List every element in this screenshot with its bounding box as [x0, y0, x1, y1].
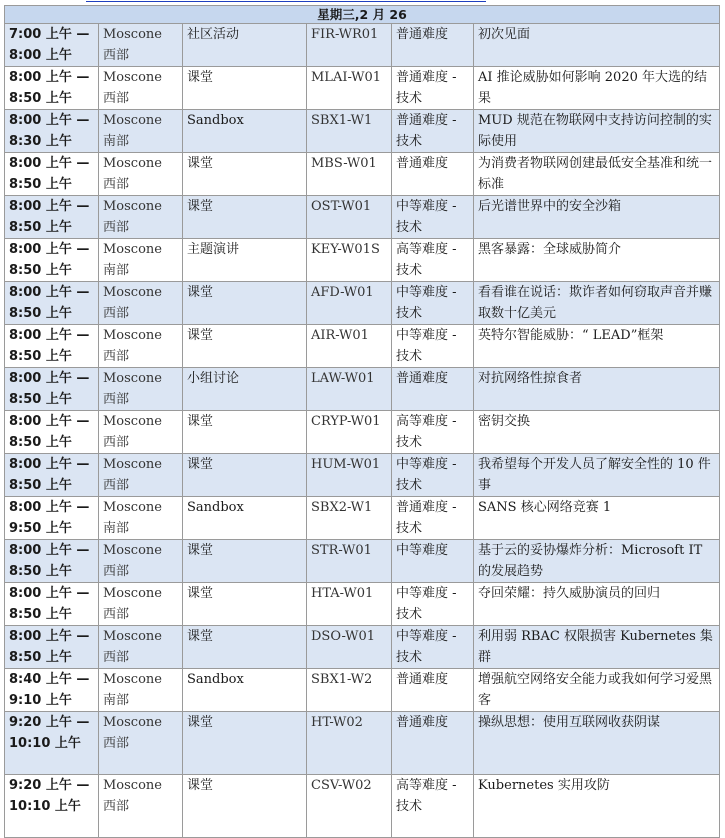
session-title: 夺回荣耀：持久威胁演员的回归 — [474, 583, 720, 626]
session-level: 高等难度 - 技术 — [392, 239, 474, 282]
session-title: 英特尔智能威胁：“ LEAD”框架 — [474, 325, 720, 368]
session-location: Moscone 西部 — [99, 368, 183, 411]
table-row — [5, 626, 720, 669]
session-location: Moscone 西部 — [99, 153, 183, 196]
session-code: HUM-W01 — [307, 454, 392, 497]
session-type: Sandbox — [183, 110, 307, 153]
session-code: SBX2-W1 — [307, 497, 392, 540]
session-title: 利用弱 RBAC 权限损害 Kubernetes 集群 — [474, 626, 720, 669]
session-code: AIR-W01 — [307, 325, 392, 368]
session-level: 普通难度 — [392, 669, 474, 712]
session-time: 8:00 上午 —8:50 上午 — [5, 325, 99, 368]
table-row — [5, 583, 720, 626]
session-location: Moscone 西部 — [99, 712, 183, 775]
session-time: 8:00 上午 —8:50 上午 — [5, 540, 99, 583]
table-row — [5, 325, 720, 368]
session-level: 高等难度 - 技术 — [392, 775, 474, 838]
session-code: FIR-WR01 — [307, 24, 392, 67]
table-row — [5, 411, 720, 454]
table-row — [5, 153, 720, 196]
table-row — [5, 454, 720, 497]
session-type: 课堂 — [183, 196, 307, 239]
session-title: 我希望每个开发人员了解安全性的 10 件事 — [474, 454, 720, 497]
table-row — [5, 24, 720, 67]
table-row — [5, 282, 720, 325]
session-level: 普通难度 - 技术 — [392, 110, 474, 153]
session-title: 操纵思想：使用互联网收获阴谋 — [474, 712, 720, 775]
session-level: 普通难度 — [392, 153, 474, 196]
session-type: 社区活动 — [183, 24, 307, 67]
session-level: 普通难度 - 技术 — [392, 497, 474, 540]
session-title: 为消费者物联网创建最低安全基准和统一标准 — [474, 153, 720, 196]
schedule-table — [4, 5, 720, 838]
session-location: Moscone 西部 — [99, 196, 183, 239]
session-title: MUD 规范在物联网中支持访问控制的实际使用 — [474, 110, 720, 153]
session-level: 中等难度 - 技术 — [392, 325, 474, 368]
session-level: 高等难度 - 技术 — [392, 411, 474, 454]
session-code: CRYP-W01 — [307, 411, 392, 454]
session-type: 课堂 — [183, 775, 307, 838]
session-title: SANS 核心网络竞赛 1 — [474, 497, 720, 540]
session-time: 8:40 上午 —9:10 上午 — [5, 669, 99, 712]
session-title: Kubernetes 实用攻防 — [474, 775, 720, 838]
session-location: Moscone 西部 — [99, 325, 183, 368]
session-location: Moscone 西部 — [99, 411, 183, 454]
session-time: 8:00 上午 —8:50 上午 — [5, 196, 99, 239]
session-code: HT-W02 — [307, 712, 392, 775]
session-code: SBX1-W1 — [307, 110, 392, 153]
table-row — [5, 368, 720, 411]
session-location: Moscone 西部 — [99, 626, 183, 669]
session-location: Moscone 南部 — [99, 239, 183, 282]
session-type: Sandbox — [183, 497, 307, 540]
session-type: 课堂 — [183, 153, 307, 196]
schedule-body — [5, 24, 720, 838]
session-type: 课堂 — [183, 540, 307, 583]
session-type: 课堂 — [183, 282, 307, 325]
table-row — [5, 497, 720, 540]
link-underline-strip — [86, 0, 486, 3]
session-location: Moscone 西部 — [99, 540, 183, 583]
session-level: 普通难度 — [392, 24, 474, 67]
session-code: SBX1-W2 — [307, 669, 392, 712]
table-row — [5, 712, 720, 775]
session-level: 中等难度 — [392, 540, 474, 583]
session-time: 9:20 上午 —10:10 上午 — [5, 775, 99, 838]
session-time: 8:00 上午 —8:50 上午 — [5, 626, 99, 669]
day-header-row — [5, 6, 720, 24]
table-row — [5, 67, 720, 110]
session-code: AFD-W01 — [307, 282, 392, 325]
session-level: 中等难度 - 技术 — [392, 282, 474, 325]
table-row — [5, 540, 720, 583]
session-location: Moscone 西部 — [99, 282, 183, 325]
session-location: Moscone 西部 — [99, 24, 183, 67]
session-level: 普通难度 — [392, 368, 474, 411]
table-row — [5, 196, 720, 239]
table-row — [5, 110, 720, 153]
session-time: 8:00 上午 —8:50 上午 — [5, 583, 99, 626]
session-time: 8:00 上午 —8:50 上午 — [5, 368, 99, 411]
session-title: 黑客暴露：全球威胁简介 — [474, 239, 720, 282]
session-level: 中等难度 - 技术 — [392, 454, 474, 497]
session-time: 8:00 上午 —8:50 上午 — [5, 454, 99, 497]
session-time: 9:20 上午 —10:10 上午 — [5, 712, 99, 775]
session-title: 看看谁在说话：欺诈者如何窃取声音并赚取数十亿美元 — [474, 282, 720, 325]
session-type: 课堂 — [183, 583, 307, 626]
session-code: DSO-W01 — [307, 626, 392, 669]
session-level: 普通难度 — [392, 712, 474, 775]
session-time: 8:00 上午 —8:50 上午 — [5, 67, 99, 110]
session-time: 8:00 上午 —8:30 上午 — [5, 110, 99, 153]
session-location: Moscone 西部 — [99, 67, 183, 110]
session-time: 8:00 上午 —8:50 上午 — [5, 153, 99, 196]
session-level: 中等难度 - 技术 — [392, 626, 474, 669]
session-code: STR-W01 — [307, 540, 392, 583]
table-row — [5, 775, 720, 838]
session-code: MBS-W01 — [307, 153, 392, 196]
session-title: 初次见面 — [474, 24, 720, 67]
session-location: Moscone 西部 — [99, 775, 183, 838]
session-location: Moscone 西部 — [99, 454, 183, 497]
session-location: Moscone 南部 — [99, 497, 183, 540]
session-code: MLAI-W01 — [307, 67, 392, 110]
session-time: 8:00 上午 —8:50 上午 — [5, 239, 99, 282]
session-title: 增强航空网络安全能力或我如何学习爱黑客 — [474, 669, 720, 712]
session-time: 8:00 上午 —9:50 上午 — [5, 497, 99, 540]
session-code: CSV-W02 — [307, 775, 392, 838]
session-type: 课堂 — [183, 712, 307, 775]
session-type: 课堂 — [183, 411, 307, 454]
session-type: 课堂 — [183, 626, 307, 669]
session-level: 普通难度 - 技术 — [392, 67, 474, 110]
session-type: 课堂 — [183, 454, 307, 497]
session-location: Moscone 南部 — [99, 110, 183, 153]
session-time: 7:00 上午 —8:00 上午 — [5, 24, 99, 67]
session-code: HTA-W01 — [307, 583, 392, 626]
day-header: 星期三,2 月 26 — [5, 6, 720, 24]
table-row — [5, 669, 720, 712]
session-type: 主题演讲 — [183, 239, 307, 282]
session-type: 课堂 — [183, 67, 307, 110]
session-time: 8:00 上午 —8:50 上午 — [5, 282, 99, 325]
session-type: 课堂 — [183, 325, 307, 368]
table-row — [5, 239, 720, 282]
session-time: 8:00 上午 —8:50 上午 — [5, 411, 99, 454]
session-title: AI 推论威胁如何影响 2020 年大选的结果 — [474, 67, 720, 110]
session-type: 小组讨论 — [183, 368, 307, 411]
session-code: KEY-W01S — [307, 239, 392, 282]
session-level: 中等难度 - 技术 — [392, 583, 474, 626]
session-title: 后光谱世界中的安全沙箱 — [474, 196, 720, 239]
session-title: 密钥交换 — [474, 411, 720, 454]
session-title: 对抗网络性掠食者 — [474, 368, 720, 411]
session-code: OST-W01 — [307, 196, 392, 239]
session-code: LAW-W01 — [307, 368, 392, 411]
session-title: 基于云的妥协爆炸分析：Microsoft IT 的发展趋势 — [474, 540, 720, 583]
session-level: 中等难度 - 技术 — [392, 196, 474, 239]
session-location: Moscone 南部 — [99, 669, 183, 712]
session-type: Sandbox — [183, 669, 307, 712]
session-location: Moscone 西部 — [99, 583, 183, 626]
